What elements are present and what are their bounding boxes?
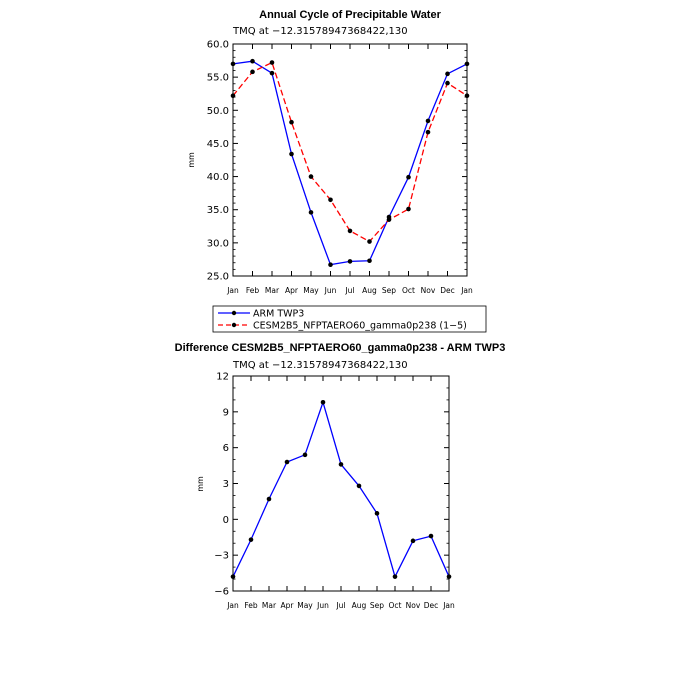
- series-0-point: [289, 152, 294, 157]
- series-0-point: [447, 574, 452, 579]
- x-tick-label: Jan: [461, 286, 473, 295]
- series-0-point: [231, 574, 236, 579]
- series-1-point: [426, 130, 431, 135]
- series-0-point: [309, 210, 314, 215]
- series-1-point: [367, 239, 372, 244]
- series-line-0: [233, 61, 467, 265]
- x-tick-label: Jun: [317, 601, 329, 610]
- y-axis-label: mm: [187, 152, 196, 168]
- y-tick-label: 60.0: [206, 39, 229, 51]
- legend-marker-cesm: [232, 323, 236, 327]
- legend: [213, 306, 486, 332]
- chart-subtitle: TMQ at −12.31578947368422,130: [233, 360, 408, 371]
- x-tick-label: Aug: [362, 286, 377, 295]
- legend-label-arm: ARM TWP3: [253, 308, 305, 320]
- series-0-point: [250, 59, 255, 64]
- series-0-point: [445, 72, 450, 77]
- series-0-point: [411, 539, 416, 544]
- series-0-point: [406, 175, 411, 180]
- x-tick-label: Jan: [227, 601, 239, 610]
- plot-frame: [233, 376, 449, 591]
- x-tick-label: Nov: [405, 601, 421, 610]
- series-0-point: [375, 511, 380, 516]
- series-1-point: [309, 174, 314, 179]
- series-1-point: [328, 197, 333, 202]
- series-0-point: [426, 119, 431, 124]
- x-tick-label: Jul: [336, 601, 346, 610]
- chart-difference: [175, 342, 506, 610]
- chart-subtitle: TMQ at −12.31578947368422,130: [233, 26, 408, 37]
- x-tick-label: Jun: [324, 286, 337, 295]
- y-tick-label: −6: [214, 586, 229, 598]
- y-tick-label: 6: [222, 443, 229, 455]
- series-0-point: [429, 534, 434, 539]
- y-tick-label: −3: [214, 550, 229, 562]
- y-tick-label: 50.0: [206, 105, 229, 117]
- chart-precipitable-water: [187, 9, 486, 332]
- series-1-point: [445, 81, 450, 86]
- x-tick-label: Apr: [285, 286, 298, 295]
- x-tick-label: Apr: [280, 601, 294, 610]
- series-0-point: [231, 62, 236, 67]
- series-0-point: [465, 62, 470, 67]
- y-tick-label: 0: [222, 514, 229, 526]
- series-0-point: [328, 262, 333, 267]
- series-1-point: [231, 93, 236, 98]
- y-tick-label: 9: [222, 407, 229, 419]
- x-tick-label: Jul: [345, 286, 355, 295]
- series-0-point: [249, 537, 254, 542]
- legend-entry-cesm: [218, 321, 467, 332]
- x-tick-label: Aug: [351, 601, 367, 610]
- series-1-point: [465, 93, 470, 98]
- x-tick-label: Mar: [264, 286, 280, 295]
- plot-area: [207, 40, 473, 296]
- series-0-point: [339, 462, 344, 467]
- series-1-point: [270, 60, 275, 65]
- x-tick-label: Dec: [440, 286, 455, 295]
- x-tick-label: Mar: [261, 601, 277, 610]
- y-tick-label: 12: [216, 371, 229, 383]
- y-tick-label: 25.0: [206, 271, 229, 283]
- y-axis-label: mm: [196, 476, 205, 492]
- plot-frame: [233, 44, 467, 276]
- series-0-point: [270, 71, 275, 76]
- x-tick-label: Oct: [388, 601, 402, 610]
- series-1-point: [250, 70, 255, 75]
- series-1-point: [387, 217, 392, 222]
- y-tick-label: 45.0: [206, 138, 229, 150]
- legend-marker-arm: [232, 311, 236, 315]
- y-tick-label: 40.0: [206, 172, 229, 184]
- series-0-point: [285, 460, 290, 465]
- x-tick-label: Jan: [443, 601, 455, 610]
- x-tick-label: Nov: [420, 286, 436, 295]
- series-1-point: [348, 229, 353, 234]
- x-tick-label: Feb: [244, 601, 258, 610]
- series-0-point: [357, 484, 362, 489]
- chart-title: Difference CESM2B5_NFPTAERO60_gamma0p238 - ARM TWP3: [174, 342, 506, 354]
- y-tick-label: 3: [222, 479, 229, 490]
- series-line-1: [233, 63, 467, 242]
- series-0-point: [348, 259, 353, 264]
- y-tick-label: 35.0: [206, 205, 229, 217]
- legend-label-cesm: CESM2B5_NFPTAERO60_gamma0p238 (1−5): [253, 320, 467, 332]
- series-0-point: [393, 574, 398, 579]
- x-tick-label: May: [297, 601, 313, 610]
- y-tick-label: 30.0: [206, 238, 229, 250]
- x-tick-label: Sep: [369, 601, 385, 610]
- y-tick-label: 55.0: [206, 72, 229, 84]
- series-line-0: [233, 402, 449, 576]
- x-tick-label: Sep: [381, 286, 397, 295]
- series-0-point: [321, 400, 326, 405]
- series-0-point: [303, 453, 308, 458]
- plot-area: [214, 372, 455, 611]
- x-tick-label: Dec: [423, 601, 439, 610]
- series-1-point: [406, 207, 411, 212]
- series-1-point: [289, 120, 294, 125]
- series-0-point: [367, 258, 372, 263]
- x-tick-label: Feb: [245, 286, 260, 295]
- series-0-point: [267, 497, 272, 502]
- x-tick-label: May: [303, 286, 319, 295]
- chart-title: Annual Cycle of Precipitable Water: [259, 9, 441, 21]
- x-tick-label: Jan: [227, 286, 239, 295]
- x-tick-label: Oct: [402, 286, 415, 295]
